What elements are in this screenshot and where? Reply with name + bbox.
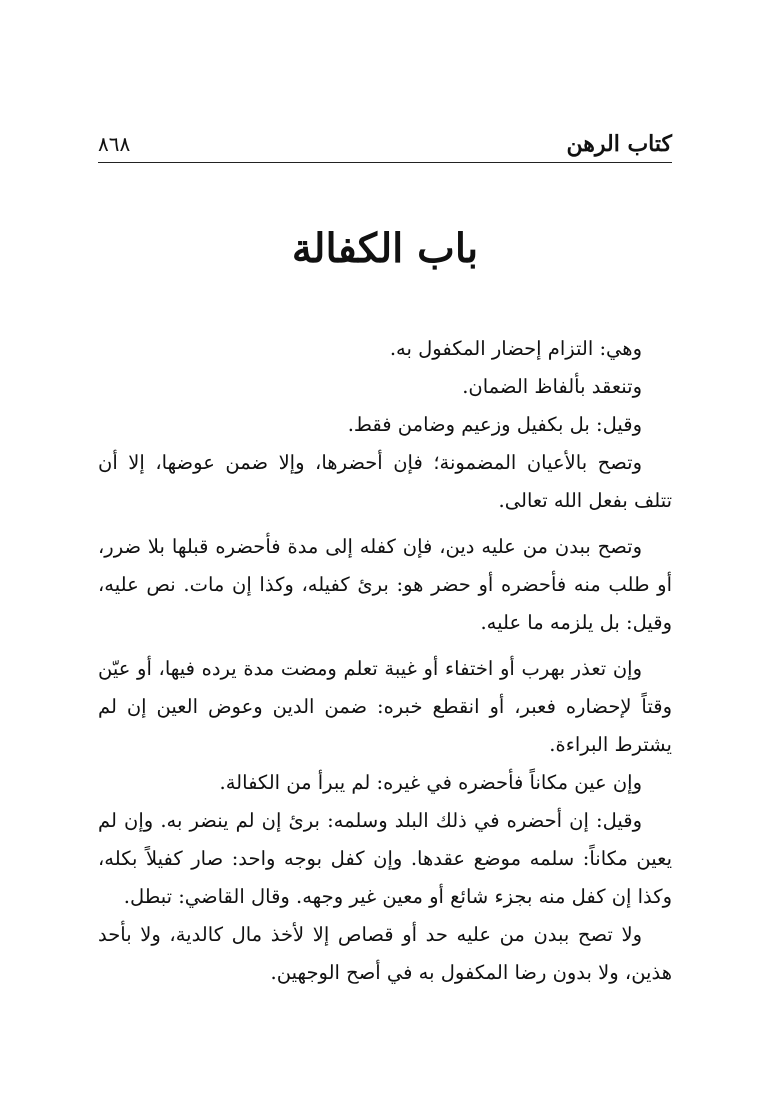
body-text (98, 330, 672, 992)
paragraph-invalid-cases: ولا تصح ببدن من عليه حد أو قصاص إلا لأخذ مال كالدية، ولا بأحد هذين، ولا بدون رضا المكفول به في أصح الوجهين. (98, 923, 672, 984)
running-header (98, 122, 672, 163)
paragraph-delivery-location: وقيل: إن أحضره في ذلك البلد وسلمه: برئ إن لم ينضر به. وإن لم يعين مكاناً: سلمه موضع عقدها. وإن كفل بوجه واحد: صار كفيلاً بكله، وكذا إن كفل منه بجزء شائع أو معين غير وجهه. وقال القاضي: تبطل. (98, 809, 672, 908)
chapter-title: باب الكفالة (291, 225, 479, 272)
paragraph-formation: وتنعقد بألفاظ الضمان. (462, 375, 642, 398)
paragraph-place: وإن عين مكاناً فأحضره في غيره: لم يبرأ من الكفالة. (219, 771, 642, 794)
paragraph-guaranteed-assets: وتصح بالأعيان المضمونة؛ فإن أحضرها، وإلا ضمن عوضها، إلا أن تتلف بفعل الله تعالى. (98, 451, 672, 512)
paragraph-definition: وهي: التزام إحضار المكفول به. (389, 337, 642, 360)
page-number: ٨٦٨ (98, 132, 131, 156)
book-title: كتاب الرهن (566, 131, 672, 157)
paragraph-alternative-view: وقيل: بل بكفيل وزعيم وضامن فقط. (347, 413, 642, 436)
paragraph-debtor-surety: وتصح ببدن من عليه دين، فإن كفله إلى مدة فأحضره قبلها بلا ضرر، أو طلب منه فأحضره أو حضر هو: برئ كفيله، وكذا إن مات. نص عليه، وقيل: بل يلزمه ما عليه. (98, 535, 672, 634)
paragraph-inability: وإن تعذر بهرب أو اختفاء أو غيبة تعلم ومضت مدة يرده فيها، أو عيّن وقتاً لإحضاره فعبر، أو انقطع خبره: ضمن الدين وعوض العين إن لم يشترط البراءة. (98, 657, 672, 756)
